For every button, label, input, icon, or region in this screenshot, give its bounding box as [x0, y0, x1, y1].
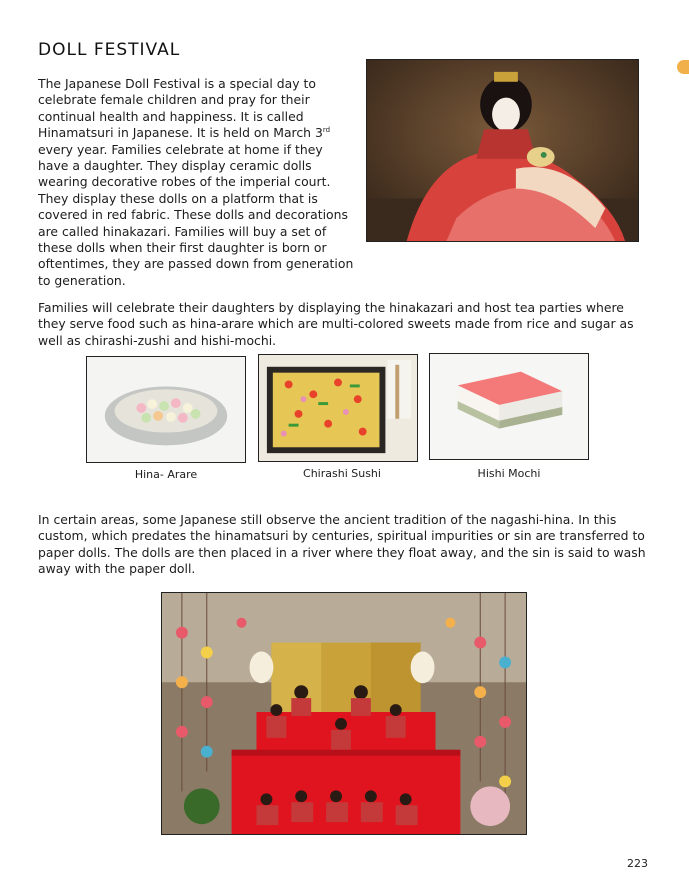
page-title: DOLL FESTIVAL [38, 40, 181, 60]
hinakazari-display-photo [161, 592, 527, 835]
intro-text-part2: every year. Families celebrate at home if they have a daughter. They display ceramic dolls wearing decorative robes of the imperial court. They display these dolls on a platform that is covered in red fabric. These dolls and decorations are called hinakazari. Families will buy a set of these dolls when their first daughter is born or oftentimes, they are passed down from generation to generation. [38, 141, 354, 288]
ordinal-suffix: rd [322, 126, 331, 135]
intro-text-part1: The Japanese Doll Festival is a special day to celebrate female children and pray for their continual health and happiness. It is called Hinamatsuri in Japanese. It is held on March 3 [38, 76, 323, 141]
hina-doll-photo [366, 59, 639, 242]
page-corner-tab [677, 60, 689, 74]
page-number: 223 [627, 857, 648, 870]
intro-paragraph [38, 76, 356, 289]
chirashi-sushi-photo [258, 354, 418, 462]
caption-hishi-mochi: Hishi Mochi [477, 467, 541, 480]
caption-chirashi-sushi: Chirashi Sushi [303, 467, 381, 480]
hina-arare-photo [86, 356, 246, 463]
nagashi-hina-paragraph: In certain areas, some Japanese still observe the ancient tradition of the nagashi-hina. In this custom, which predates the hinamatsuri by centuries, spiritual impurities or sin are transferred to paper dolls. The dolls are then placed in a river where they float away, and the sin is said to wash away with the paper doll. [38, 512, 646, 577]
celebration-paragraph: Families will celebrate their daughters by displaying the hinakazari and host tea parties where they serve food such as hina-arare which are multi-colored sweets made from rice and sugar as well as chirashi-zushi and hishi-mochi. [38, 300, 634, 348]
hishi-mochi-photo [429, 353, 589, 460]
caption-hina-arare: Hina- Arare [134, 468, 198, 481]
